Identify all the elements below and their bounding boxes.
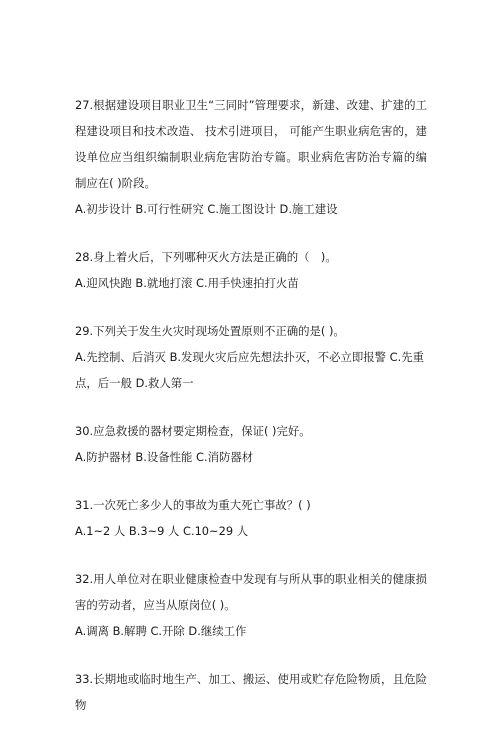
question-text: 30.应急救援的器材要定期检查，保证( )完好。 [75, 424, 311, 438]
question-text: 28.身上着火后，下列哪种灭火方法是正确的（ )。 [75, 250, 337, 264]
question-text: 33.长期地或临时地生产、加工、搬运、使用或贮存危险物质，且危险物 [75, 672, 427, 712]
question-options: A.1~2 人 B.3~9 人 C.10~29 人 [75, 524, 249, 538]
question-27 [75, 92, 427, 222]
question-options: A.先控制、后消灭 B.发现火灾后应先想法扑灭，不必立即报警 C.先重点，后一般 D.救人第一 [75, 350, 425, 390]
question-options: A.防护器材 B.设备性能 C.消防器材 [75, 450, 254, 464]
question-text: 31.一次死亡多少人的事故为重大死亡事故？( ) [75, 498, 311, 512]
question-29 [75, 318, 427, 396]
question-options: A.初步设计 B.可行性研究 C.施工图设计 D.施工建设 [75, 202, 338, 216]
question-28 [75, 244, 427, 296]
question-text: 32.用人单位对在职业健康检查中发现有与所从事的职业相关的健康损害的劳动者，应当从原岗位( )。 [75, 572, 427, 612]
question-options: A.调离 B.解聘 C.开除 D.继续工作 [75, 624, 247, 638]
question-text: 27.根据建设项目职业卫生“三同时”管理要求，新建、改建、扩建的工程建设项目和技术改造、 技术引进项目， 可能产生职业病危害的，建设单位应当组织编制职业病危害防治专篇。职业病危害防治专篇的编制应在( )阶段。 [75, 98, 427, 190]
question-31 [75, 492, 427, 544]
question-list [75, 92, 427, 740]
question-30 [75, 418, 427, 470]
question-33 [75, 666, 427, 718]
question-text: 29.下列关于发生火灾时现场处置原则不正确的是( )。 [75, 324, 345, 338]
question-32 [75, 566, 427, 644]
question-options: A.迎风快跑 B.就地打滚 C.用手快速拍打火苗 [75, 276, 299, 290]
